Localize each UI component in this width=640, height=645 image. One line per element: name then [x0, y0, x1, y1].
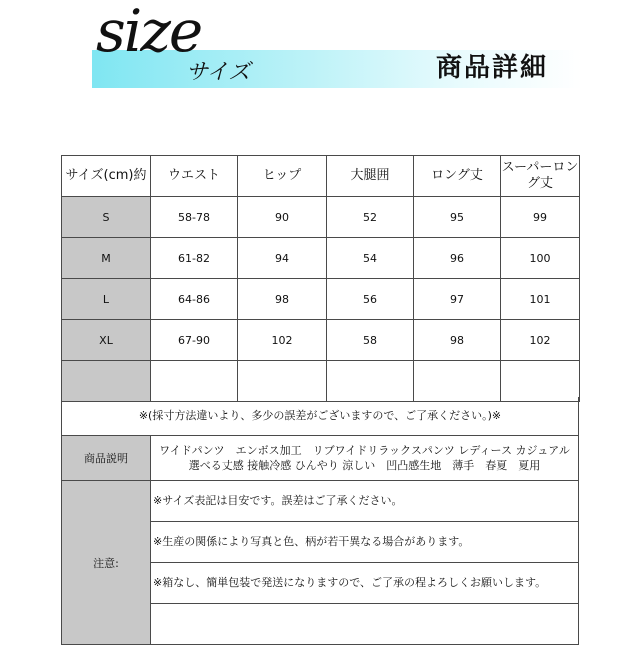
size-label-cell: M: [62, 238, 151, 279]
attention-item: ※箱なし、簡単包装で発送になりますので、ご了承の程よろしくお願いします。: [151, 563, 578, 604]
table-cell: 56: [327, 279, 414, 320]
table-cell: 100: [501, 238, 580, 279]
attention-list: [151, 481, 579, 645]
size-kana-title: サイズ: [186, 60, 251, 85]
column-header: スーパーロング丈: [501, 156, 580, 197]
product-details-title: 商品詳細: [436, 53, 549, 83]
table-cell: 61-82: [151, 238, 238, 279]
size-table-header-row: [62, 156, 580, 197]
size-script-title: size: [96, 0, 202, 65]
column-header: ウエスト: [151, 156, 238, 197]
table-cell: 98: [414, 320, 501, 361]
table-row: [62, 197, 580, 238]
table-cell: 90: [238, 197, 327, 238]
table-cell: 54: [327, 238, 414, 279]
column-header: 大腿囲: [327, 156, 414, 197]
details-table: [61, 435, 579, 645]
description-row: [62, 436, 579, 481]
table-cell: 64-86: [151, 279, 238, 320]
table-cell: 58: [327, 320, 414, 361]
attention-row: [62, 481, 579, 645]
attention-item: ※生産の関係により写真と色、柄が若干異なる場合があります。: [151, 522, 578, 563]
table-cell: 101: [501, 279, 580, 320]
table-cell: 67-90: [151, 320, 238, 361]
table-cell: 95: [414, 197, 501, 238]
table-cell: 96: [414, 238, 501, 279]
table-cell: 102: [501, 320, 580, 361]
size-label-cell: XL: [62, 320, 151, 361]
table-row: [62, 279, 580, 320]
table-cell: [501, 361, 580, 402]
column-header: ヒップ: [238, 156, 327, 197]
table-row: [62, 320, 580, 361]
size-table: [61, 155, 580, 402]
size-label-cell: [62, 361, 151, 402]
table-row-empty: [62, 361, 580, 402]
table-cell: 94: [238, 238, 327, 279]
table-cell: 97: [414, 279, 501, 320]
attention-label: 注意:: [62, 481, 151, 645]
table-cell: 98: [238, 279, 327, 320]
attention-item: ※サイズ表記は目安です。誤差はご了承ください。: [151, 481, 578, 522]
table-cell: 52: [327, 197, 414, 238]
description-label: 商品説明: [62, 436, 151, 481]
table-cell: [238, 361, 327, 402]
size-label-cell: S: [62, 197, 151, 238]
measurement-note: ※(採寸方法違いより、多少の誤差がございますので、ご了承ください。)※: [61, 397, 579, 436]
column-header: ロング丈: [414, 156, 501, 197]
table-cell: 102: [238, 320, 327, 361]
table-cell: [151, 361, 238, 402]
table-cell: [414, 361, 501, 402]
table-cell: [327, 361, 414, 402]
attention-item: [151, 604, 578, 644]
table-cell: 99: [501, 197, 580, 238]
description-text: ワイドパンツ エンボス加工 リブワイドリラックスパンツ レディース カジュアル 選べる丈感 接触冷感 ひんやり 涼しい 凹凸感生地 薄手 春夏 夏用: [151, 436, 579, 481]
page-header: [0, 0, 640, 110]
table-row: [62, 238, 580, 279]
table-cell: 58-78: [151, 197, 238, 238]
column-header: サイズ(cm)約: [62, 156, 151, 197]
size-label-cell: L: [62, 279, 151, 320]
